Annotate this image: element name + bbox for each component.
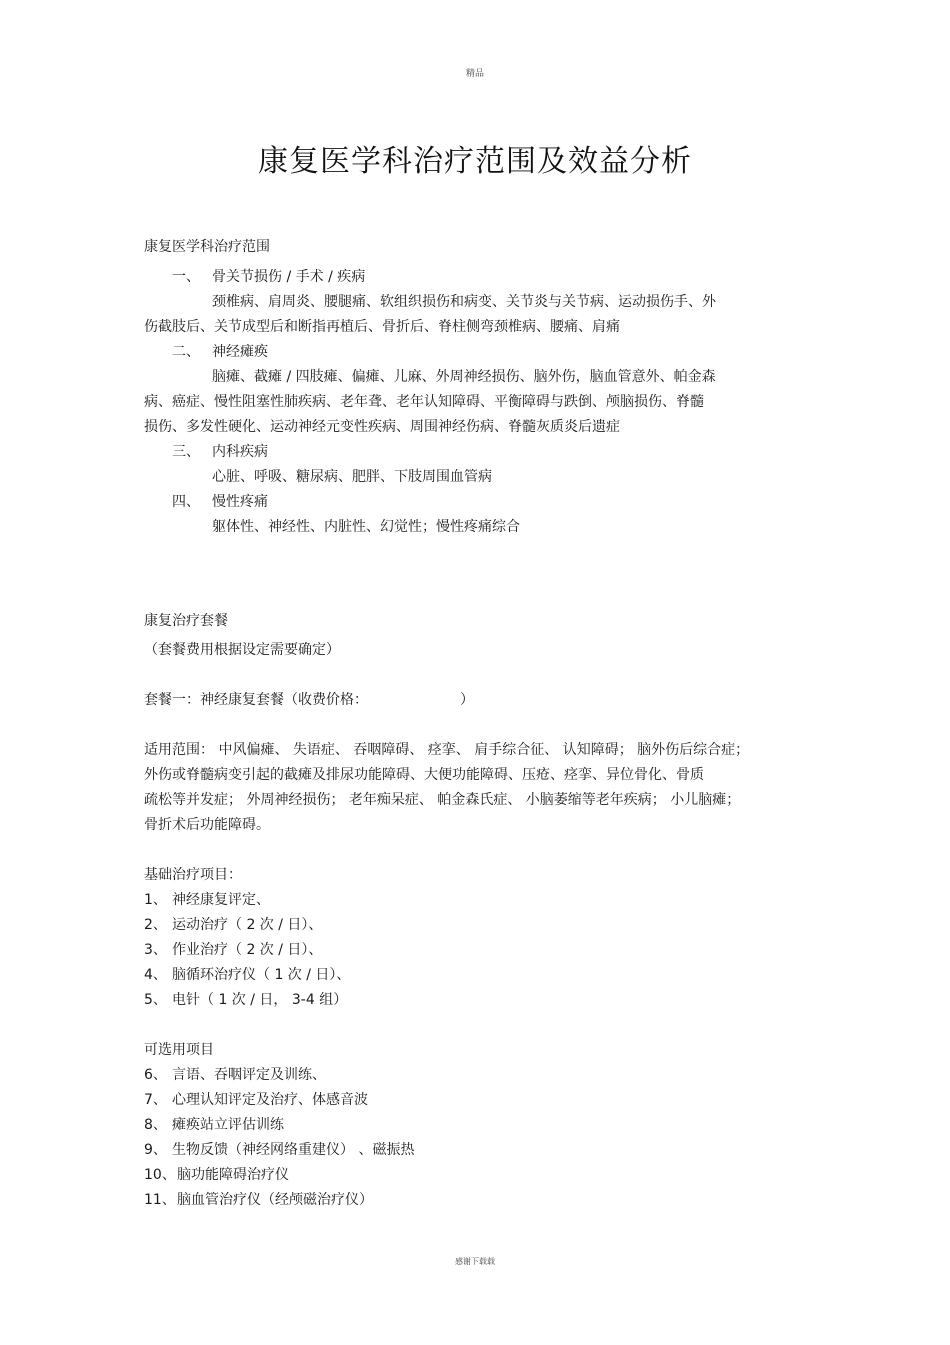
- scope-category-2: [172, 343, 268, 361]
- list-item-number: 5、: [144, 992, 167, 1008]
- category-2-line-1: 脑瘫、截瘫 / 四肢瘫、偏瘫、儿麻、外周神经损伤、脑外伤，脑血管意外、帕金森: [212, 369, 716, 385]
- list-item: [144, 916, 322, 934]
- category-2-line-2: 病、癌症、慢性阻塞性肺疾病、老年聋、老年认知障碍、平衡障碍与跌倒、颅脑损伤、脊髓: [144, 394, 704, 410]
- list-item: [144, 891, 270, 909]
- category-1-line-2: 伤截肢后、关节成型后和断指再植后、骨折后、脊柱侧弯颈椎病、腰痛、肩痛: [144, 319, 620, 335]
- header-mark: 精品: [465, 69, 484, 79]
- package-1-scope-line-2: 外伤或脊髓病变引起的截瘫及排尿功能障碍、大便功能障碍、压疮、痉挛、异位骨化、骨质: [144, 767, 704, 783]
- list-item-text: 心理认知评定及治疗、体感音波: [172, 1092, 368, 1108]
- list-item-text: 瘫痪站立评估训练: [172, 1117, 284, 1133]
- list-item-number: 2、: [144, 917, 167, 933]
- list-item-number: 3、: [144, 942, 167, 958]
- basic-items-heading: 基础治疗项目：: [144, 867, 242, 883]
- list-item: [144, 1091, 368, 1109]
- category-3-line-1: 心脏、呼吸、糖尿病、肥胖、下肢周围血管病: [212, 469, 492, 485]
- category-number: 三、: [172, 444, 200, 460]
- category-number: 二、: [172, 344, 200, 360]
- package-title-text: 套餐一：神经康复套餐（收费价格：: [144, 692, 368, 708]
- category-name: 内科疾病: [212, 444, 268, 460]
- page-title: 康复医学科治疗范围及效益分析: [258, 144, 692, 179]
- list-item-text: 运动治疗（ 2 次 / 日）、: [172, 917, 323, 933]
- list-item-text: 作业治疗（ 2 次 / 日）、: [172, 942, 323, 958]
- list-item-text: 脑循环治疗仪（ 1 次 / 日）、: [172, 967, 351, 983]
- list-item-text: 电针（ 1 次 / 日， 3-4 组）: [172, 992, 348, 1008]
- list-item-number: 1、: [144, 892, 167, 908]
- category-name: 慢性疼痛: [212, 494, 268, 510]
- list-item: [144, 1066, 326, 1084]
- list-item-number: 4、: [144, 967, 167, 983]
- list-item-number: 9、: [144, 1142, 167, 1158]
- packages-note: （套餐费用根据设定需要确定）: [144, 642, 340, 658]
- scope-category-3: [172, 443, 268, 461]
- list-item-text: 神经康复评定、: [172, 892, 270, 908]
- package-1-scope-line-3: 疏松等并发症； 外周神经损伤； 老年痴呆症、 帕金森氏症、 小脑萎缩等老年疾病； 小儿脑瘫；: [144, 792, 741, 808]
- category-1-line-1: 颈椎病、肩周炎、腰腿痛、软组织损伤和病变、关节炎与关节病、运动损伤手、外: [212, 294, 716, 310]
- scope-category-1: [172, 268, 365, 286]
- list-item-number: 6、: [144, 1067, 167, 1083]
- list-item-text: 脑功能障碍治疗仪: [177, 1167, 289, 1183]
- optional-items-heading: 可选用项目: [144, 1042, 214, 1058]
- list-item-number: 7、: [144, 1092, 167, 1108]
- list-item-number: 8、: [144, 1117, 167, 1133]
- category-name: 神经瘫痪: [212, 344, 268, 360]
- category-4-line-1: 躯体性、神经性、内脏性、幻觉性；慢性疼痛综合: [212, 519, 520, 535]
- category-number: 四、: [172, 494, 200, 510]
- list-item-text: 生物反馈（神经网络重建仪） 、磁振热: [172, 1142, 415, 1158]
- package-title-close: ）: [460, 692, 474, 708]
- category-2-line-3: 损伤、多发性硬化、运动神经元变性疾病、周围神经伤病、脊髓灰质炎后遗症: [144, 419, 620, 435]
- list-item: [144, 1116, 284, 1134]
- list-item: [144, 1166, 289, 1184]
- package-1-scope-line-4: 骨折术后功能障碍。: [144, 817, 270, 833]
- package-1-scope-line-1: 适用范围： 中风偏瘫、 失语症、 吞咽障碍、 痉挛、 肩手综合征、 认知障碍； 脑外伤后综合症；: [144, 742, 750, 758]
- list-item: [144, 1141, 414, 1159]
- scope-heading: 康复医学科治疗范围: [144, 239, 270, 255]
- list-item: [144, 1191, 373, 1209]
- list-item-number: 10、: [144, 1167, 176, 1183]
- list-item-text: 言语、吞咽评定及训练、: [172, 1067, 326, 1083]
- package-1-title: [144, 691, 474, 709]
- packages-heading: 康复治疗套餐: [144, 613, 228, 629]
- list-item-text: 脑血管治疗仪（经颅磁治疗仪）: [177, 1192, 373, 1208]
- list-item: [144, 941, 322, 959]
- category-number: 一、: [172, 269, 200, 285]
- list-item: [144, 991, 347, 1009]
- footer-mark: 感谢下载载: [455, 1257, 495, 1266]
- scope-category-4: [172, 493, 268, 511]
- list-item-number: 11、: [144, 1192, 176, 1208]
- list-item: [144, 966, 350, 984]
- category-name: 骨关节损伤 / 手术 / 疾病: [212, 269, 366, 285]
